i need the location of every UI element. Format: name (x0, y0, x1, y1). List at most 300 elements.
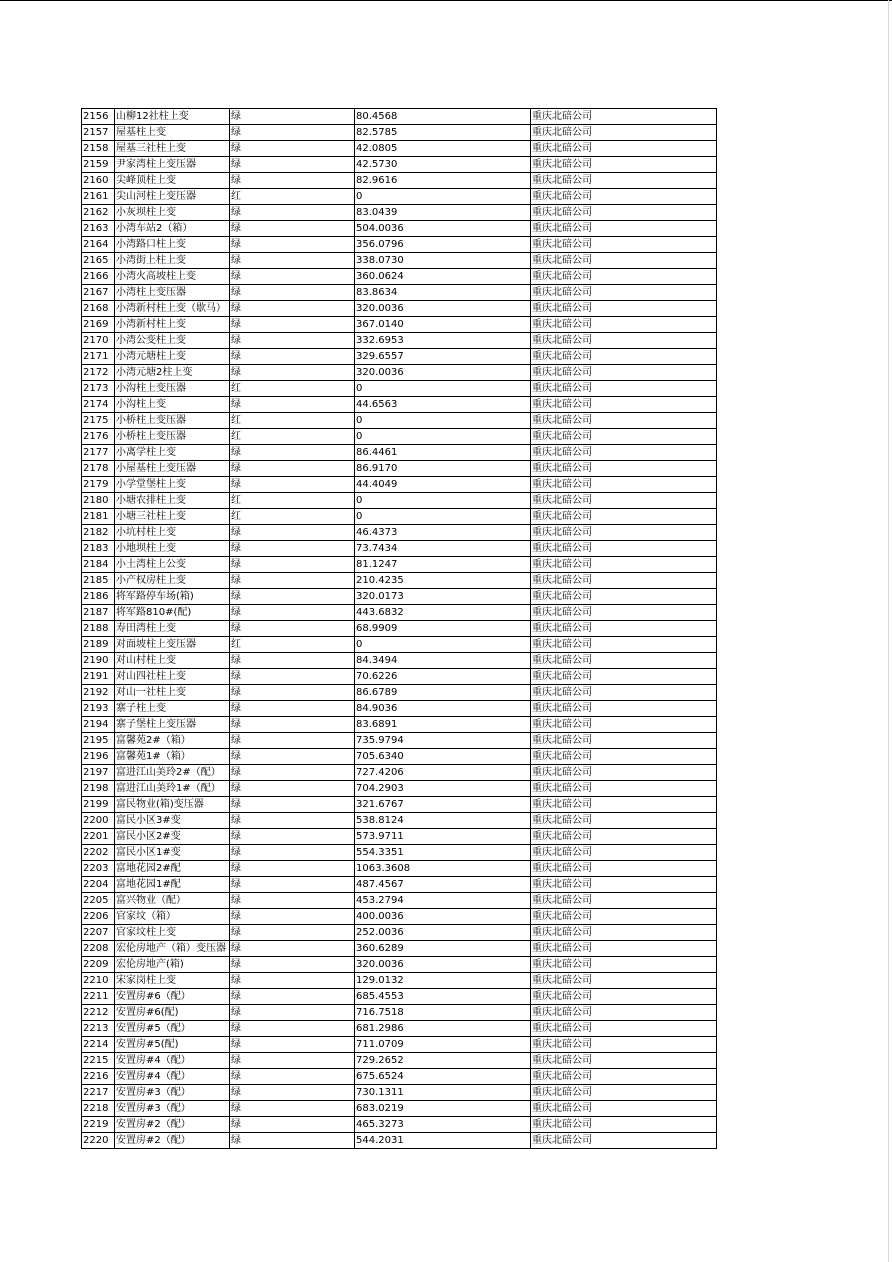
status-cell: 绿 (230, 877, 355, 893)
row-id-cell: 2170 (82, 333, 115, 349)
transformer-name-cell: 小湾车站2（箱） (115, 221, 230, 237)
row-id-cell: 2156 (82, 109, 115, 125)
value-cell: 252.0036 (355, 925, 531, 941)
status-cell: 红 (230, 429, 355, 445)
table-row (82, 957, 717, 973)
table-row (82, 141, 717, 157)
company-cell: 重庆北碚公司 (531, 429, 717, 445)
value-cell: 210.4235 (355, 573, 531, 589)
row-id-cell: 2214 (82, 1037, 115, 1053)
transformer-name-cell: 富民小区3#变 (115, 813, 230, 829)
transformer-name-cell: 小湾柱上变压器 (115, 285, 230, 301)
company-cell: 重庆北碚公司 (531, 909, 717, 925)
row-id-cell: 2172 (82, 365, 115, 381)
row-id-cell: 2213 (82, 1021, 115, 1037)
transformer-name-cell: 富地花园1#配 (115, 877, 230, 893)
company-cell: 重庆北碚公司 (531, 157, 717, 173)
value-cell: 82.9616 (355, 173, 531, 189)
value-cell: 70.6226 (355, 669, 531, 685)
table-row (82, 589, 717, 605)
value-cell: 0 (355, 637, 531, 653)
company-cell: 重庆北碚公司 (531, 861, 717, 877)
table-row (82, 941, 717, 957)
table-row (82, 989, 717, 1005)
row-id-cell: 2176 (82, 429, 115, 445)
transformer-name-cell: 小湾新村柱上变 (115, 317, 230, 333)
value-cell: 735.9794 (355, 733, 531, 749)
transformer-name-cell: 对山村柱上变 (115, 653, 230, 669)
value-cell: 84.9036 (355, 701, 531, 717)
table-row (82, 429, 717, 445)
company-cell: 重庆北碚公司 (531, 477, 717, 493)
table-row (82, 621, 717, 637)
company-cell: 重庆北碚公司 (531, 509, 717, 525)
row-id-cell: 2196 (82, 749, 115, 765)
value-cell: 321.6767 (355, 797, 531, 813)
company-cell: 重庆北碚公司 (531, 253, 717, 269)
row-id-cell: 2189 (82, 637, 115, 653)
table-row (82, 781, 717, 797)
company-cell: 重庆北碚公司 (531, 1021, 717, 1037)
row-id-cell: 2177 (82, 445, 115, 461)
status-cell: 红 (230, 493, 355, 509)
status-cell: 绿 (230, 893, 355, 909)
value-cell: 360.0624 (355, 269, 531, 285)
status-cell: 红 (230, 637, 355, 653)
table-row (82, 797, 717, 813)
status-cell: 绿 (230, 397, 355, 413)
transformer-name-cell: 小地坝柱上变 (115, 541, 230, 557)
table-row (82, 717, 717, 733)
transformer-name-cell: 小塘三社柱上变 (115, 509, 230, 525)
value-cell: 443.6832 (355, 605, 531, 621)
value-cell: 1063.3608 (355, 861, 531, 877)
value-cell: 86.4461 (355, 445, 531, 461)
value-cell: 81.1247 (355, 557, 531, 573)
transformer-name-cell: 宏伦房地产（箱）变压器 (115, 941, 230, 957)
transformer-name-cell: 将军路停车场(箱) (115, 589, 230, 605)
table-row (82, 221, 717, 237)
transformer-name-cell: 富进江山美玲2#（配） (115, 765, 230, 781)
table-row (82, 973, 717, 989)
status-cell: 绿 (230, 813, 355, 829)
table-row (82, 813, 717, 829)
company-cell: 重庆北碚公司 (531, 637, 717, 653)
status-cell: 绿 (230, 685, 355, 701)
value-cell: 0 (355, 429, 531, 445)
company-cell: 重庆北碚公司 (531, 829, 717, 845)
transformer-name-cell: 小产权房柱上变 (115, 573, 230, 589)
table-row (82, 685, 717, 701)
table-row (82, 365, 717, 381)
table-row (82, 925, 717, 941)
table-row (82, 125, 717, 141)
status-cell: 绿 (230, 125, 355, 141)
row-id-cell: 2188 (82, 621, 115, 637)
value-cell: 68.9909 (355, 621, 531, 637)
company-cell: 重庆北碚公司 (531, 989, 717, 1005)
table-row (82, 413, 717, 429)
transformer-name-cell: 富民物业(箱)变压器 (115, 797, 230, 813)
row-id-cell: 2158 (82, 141, 115, 157)
transformer-name-cell: 富馨苑1#（箱） (115, 749, 230, 765)
transformer-name-cell: 安置房#4（配） (115, 1053, 230, 1069)
row-id-cell: 2199 (82, 797, 115, 813)
status-cell: 绿 (230, 237, 355, 253)
transformer-name-cell: 小湾元塘2柱上变 (115, 365, 230, 381)
table-row (82, 285, 717, 301)
status-cell: 绿 (230, 989, 355, 1005)
row-id-cell: 2203 (82, 861, 115, 877)
row-id-cell: 2207 (82, 925, 115, 941)
row-id-cell: 2169 (82, 317, 115, 333)
table-row (82, 157, 717, 173)
company-cell: 重庆北碚公司 (531, 797, 717, 813)
status-cell: 绿 (230, 541, 355, 557)
row-id-cell: 2183 (82, 541, 115, 557)
status-cell: 绿 (230, 749, 355, 765)
company-cell: 重庆北碚公司 (531, 765, 717, 781)
row-id-cell: 2184 (82, 557, 115, 573)
row-id-cell: 2185 (82, 573, 115, 589)
company-cell: 重庆北碚公司 (531, 541, 717, 557)
status-cell: 红 (230, 413, 355, 429)
status-cell: 绿 (230, 1037, 355, 1053)
company-cell: 重庆北碚公司 (531, 493, 717, 509)
value-cell: 332.6953 (355, 333, 531, 349)
table-row (82, 349, 717, 365)
company-cell: 重庆北碚公司 (531, 1101, 717, 1117)
company-cell: 重庆北碚公司 (531, 653, 717, 669)
company-cell: 重庆北碚公司 (531, 109, 717, 125)
company-cell: 重庆北碚公司 (531, 333, 717, 349)
row-id-cell: 2198 (82, 781, 115, 797)
transformer-name-cell: 尹家湾柱上变压器 (115, 157, 230, 173)
transformer-name-cell: 小学堂堡柱上变 (115, 477, 230, 493)
value-cell: 0 (355, 509, 531, 525)
row-id-cell: 2163 (82, 221, 115, 237)
company-cell: 重庆北碚公司 (531, 669, 717, 685)
transformer-name-cell: 山柳12社柱上变 (115, 109, 230, 125)
page-right-border (888, 0, 889, 1262)
table-row (82, 109, 717, 125)
value-cell: 320.0036 (355, 365, 531, 381)
table-row (82, 749, 717, 765)
table-row (82, 1117, 717, 1133)
company-cell: 重庆北碚公司 (531, 1085, 717, 1101)
row-id-cell: 2201 (82, 829, 115, 845)
company-cell: 重庆北碚公司 (531, 381, 717, 397)
status-cell: 绿 (230, 797, 355, 813)
status-cell: 绿 (230, 1021, 355, 1037)
status-cell: 绿 (230, 1085, 355, 1101)
status-cell: 绿 (230, 221, 355, 237)
row-id-cell: 2191 (82, 669, 115, 685)
value-cell: 86.6789 (355, 685, 531, 701)
table-row (82, 1101, 717, 1117)
status-cell: 绿 (230, 317, 355, 333)
status-cell: 绿 (230, 301, 355, 317)
status-cell: 绿 (230, 365, 355, 381)
transformer-name-cell: 小湾火高坡柱上变 (115, 269, 230, 285)
company-cell: 重庆北碚公司 (531, 285, 717, 301)
row-id-cell: 2179 (82, 477, 115, 493)
table-row (82, 1005, 717, 1021)
transformer-name-cell: 小塘农排柱上变 (115, 493, 230, 509)
row-id-cell: 2182 (82, 525, 115, 541)
transformer-name-cell: 富民小区1#变 (115, 845, 230, 861)
row-id-cell: 2210 (82, 973, 115, 989)
row-id-cell: 2166 (82, 269, 115, 285)
value-cell: 729.2652 (355, 1053, 531, 1069)
row-id-cell: 2178 (82, 461, 115, 477)
company-cell: 重庆北碚公司 (531, 605, 717, 621)
transformer-name-cell: 小沟柱上变压器 (115, 381, 230, 397)
value-cell: 465.3273 (355, 1117, 531, 1133)
transformer-name-cell: 对面坡柱上变压器 (115, 637, 230, 653)
company-cell: 重庆北碚公司 (531, 845, 717, 861)
row-id-cell: 2180 (82, 493, 115, 509)
row-id-cell: 2206 (82, 909, 115, 925)
status-cell: 绿 (230, 109, 355, 125)
value-cell: 44.6563 (355, 397, 531, 413)
status-cell: 绿 (230, 349, 355, 365)
company-cell: 重庆北碚公司 (531, 813, 717, 829)
company-cell: 重庆北碚公司 (531, 749, 717, 765)
company-cell: 重庆北碚公司 (531, 221, 717, 237)
value-cell: 727.4206 (355, 765, 531, 781)
company-cell: 重庆北碚公司 (531, 173, 717, 189)
row-id-cell: 2162 (82, 205, 115, 221)
company-cell: 重庆北碚公司 (531, 1133, 717, 1149)
status-cell: 红 (230, 509, 355, 525)
row-id-cell: 2194 (82, 717, 115, 733)
value-cell: 367.0140 (355, 317, 531, 333)
status-cell: 绿 (230, 557, 355, 573)
row-id-cell: 2211 (82, 989, 115, 1005)
transformer-name-cell: 寨子柱上变 (115, 701, 230, 717)
value-cell: 705.6340 (355, 749, 531, 765)
table-row (82, 1085, 717, 1101)
transformer-name-cell: 小沟柱上变 (115, 397, 230, 413)
company-cell: 重庆北碚公司 (531, 141, 717, 157)
company-cell: 重庆北碚公司 (531, 365, 717, 381)
status-cell: 绿 (230, 1069, 355, 1085)
table-row (82, 669, 717, 685)
transformer-name-cell: 对山四社柱上变 (115, 669, 230, 685)
value-cell: 704.2903 (355, 781, 531, 797)
transformer-name-cell: 富地花园2#配 (115, 861, 230, 877)
status-cell: 绿 (230, 285, 355, 301)
status-cell: 绿 (230, 717, 355, 733)
company-cell: 重庆北碚公司 (531, 941, 717, 957)
row-id-cell: 2193 (82, 701, 115, 717)
value-cell: 83.6891 (355, 717, 531, 733)
status-cell: 红 (230, 189, 355, 205)
company-cell: 重庆北碚公司 (531, 701, 717, 717)
row-id-cell: 2212 (82, 1005, 115, 1021)
status-cell: 绿 (230, 253, 355, 269)
company-cell: 重庆北碚公司 (531, 573, 717, 589)
table-row (82, 637, 717, 653)
table-row (82, 525, 717, 541)
table-row (82, 269, 717, 285)
table-row (82, 541, 717, 557)
transformer-name-cell: 小离学柱上变 (115, 445, 230, 461)
transformer-name-cell: 小湾公变柱上变 (115, 333, 230, 349)
value-cell: 544.2031 (355, 1133, 531, 1149)
row-id-cell: 2200 (82, 813, 115, 829)
row-id-cell: 2164 (82, 237, 115, 253)
transformer-name-cell: 安置房#2（配） (115, 1133, 230, 1149)
value-cell: 320.0173 (355, 589, 531, 605)
transformer-name-cell: 安置房#6（配） (115, 989, 230, 1005)
row-id-cell: 2217 (82, 1085, 115, 1101)
value-cell: 42.5730 (355, 157, 531, 173)
table-row (82, 397, 717, 413)
value-cell: 681.2986 (355, 1021, 531, 1037)
company-cell: 重庆北碚公司 (531, 877, 717, 893)
company-cell: 重庆北碚公司 (531, 733, 717, 749)
value-cell: 86.9170 (355, 461, 531, 477)
table-row (82, 1053, 717, 1069)
status-cell: 绿 (230, 861, 355, 877)
row-id-cell: 2174 (82, 397, 115, 413)
company-cell: 重庆北碚公司 (531, 269, 717, 285)
table-row (82, 557, 717, 573)
value-cell: 711.0709 (355, 1037, 531, 1053)
table-row (82, 1133, 717, 1149)
table-row (82, 445, 717, 461)
company-cell: 重庆北碚公司 (531, 205, 717, 221)
transformer-name-cell: 富民小区2#变 (115, 829, 230, 845)
status-cell: 绿 (230, 1053, 355, 1069)
transformer-name-cell: 富馨苑2#（箱） (115, 733, 230, 749)
value-cell: 730.1311 (355, 1085, 531, 1101)
transformer-name-cell: 将军路810#(配) (115, 605, 230, 621)
value-cell: 685.4553 (355, 989, 531, 1005)
transformer-name-cell: 小屋基柱上变压器 (115, 461, 230, 477)
status-cell: 绿 (230, 573, 355, 589)
transformer-name-cell: 小坑村柱上变 (115, 525, 230, 541)
status-cell: 绿 (230, 669, 355, 685)
value-cell: 83.8634 (355, 285, 531, 301)
value-cell: 80.4568 (355, 109, 531, 125)
table-row (82, 205, 717, 221)
status-cell: 绿 (230, 157, 355, 173)
transformer-name-cell: 安置房#3（配） (115, 1085, 230, 1101)
table-row (82, 253, 717, 269)
row-id-cell: 2159 (82, 157, 115, 173)
status-cell: 绿 (230, 477, 355, 493)
company-cell: 重庆北碚公司 (531, 1005, 717, 1021)
company-cell: 重庆北碚公司 (531, 1037, 717, 1053)
row-id-cell: 2171 (82, 349, 115, 365)
transformer-name-cell: 小湾新村柱上变（歇马） (115, 301, 230, 317)
transformer-name-cell: 屋基三社柱上变 (115, 141, 230, 157)
transformer-name-cell: 尖峰顶柱上变 (115, 173, 230, 189)
status-cell: 绿 (230, 621, 355, 637)
value-cell: 487.4567 (355, 877, 531, 893)
table-row (82, 381, 717, 397)
table-row (82, 461, 717, 477)
company-cell: 重庆北碚公司 (531, 557, 717, 573)
page-top-border (0, 0, 892, 1)
company-cell: 重庆北碚公司 (531, 1069, 717, 1085)
company-cell: 重庆北碚公司 (531, 893, 717, 909)
value-cell: 683.0219 (355, 1101, 531, 1117)
status-cell: 绿 (230, 845, 355, 861)
transformer-name-cell: 富进江山美玲1#（配） (115, 781, 230, 797)
status-cell: 绿 (230, 1101, 355, 1117)
table-row (82, 701, 717, 717)
company-cell: 重庆北碚公司 (531, 621, 717, 637)
table-row (82, 573, 717, 589)
transformer-name-cell: 宏伦房地产(箱) (115, 957, 230, 973)
status-cell: 绿 (230, 1005, 355, 1021)
value-cell: 320.0036 (355, 301, 531, 317)
table-row (82, 1069, 717, 1085)
row-id-cell: 2202 (82, 845, 115, 861)
transformer-name-cell: 安置房#3（配） (115, 1101, 230, 1117)
value-cell: 356.0796 (355, 237, 531, 253)
value-cell: 453.2794 (355, 893, 531, 909)
company-cell: 重庆北碚公司 (531, 717, 717, 733)
table-row (82, 845, 717, 861)
table-row (82, 173, 717, 189)
transformer-name-cell: 官家坟柱上变 (115, 925, 230, 941)
company-cell: 重庆北碚公司 (531, 461, 717, 477)
row-id-cell: 2173 (82, 381, 115, 397)
row-id-cell: 2175 (82, 413, 115, 429)
value-cell: 44.4049 (355, 477, 531, 493)
row-id-cell: 2167 (82, 285, 115, 301)
status-cell: 绿 (230, 909, 355, 925)
company-cell: 重庆北碚公司 (531, 525, 717, 541)
transformer-name-cell: 安置房#6(配) (115, 1005, 230, 1021)
company-cell: 重庆北碚公司 (531, 1053, 717, 1069)
company-cell: 重庆北碚公司 (531, 317, 717, 333)
status-cell: 绿 (230, 445, 355, 461)
value-cell: 554.3351 (355, 845, 531, 861)
status-cell: 绿 (230, 605, 355, 621)
row-id-cell: 2215 (82, 1053, 115, 1069)
value-cell: 716.7518 (355, 1005, 531, 1021)
company-cell: 重庆北碚公司 (531, 125, 717, 141)
value-cell: 320.0036 (355, 957, 531, 973)
status-cell: 绿 (230, 269, 355, 285)
row-id-cell: 2219 (82, 1117, 115, 1133)
transformer-name-cell: 寿田湾柱上变 (115, 621, 230, 637)
row-id-cell: 2186 (82, 589, 115, 605)
value-cell: 0 (355, 189, 531, 205)
status-cell: 绿 (230, 701, 355, 717)
row-id-cell: 2165 (82, 253, 115, 269)
value-cell: 573.9711 (355, 829, 531, 845)
table-row (82, 237, 717, 253)
value-cell: 82.5785 (355, 125, 531, 141)
company-cell: 重庆北碚公司 (531, 237, 717, 253)
table-row (82, 493, 717, 509)
status-cell: 绿 (230, 1117, 355, 1133)
status-cell: 绿 (230, 765, 355, 781)
transformer-name-cell: 对山一社柱上变 (115, 685, 230, 701)
company-cell: 重庆北碚公司 (531, 445, 717, 461)
row-id-cell: 2197 (82, 765, 115, 781)
status-cell: 绿 (230, 333, 355, 349)
status-cell: 绿 (230, 589, 355, 605)
row-id-cell: 2190 (82, 653, 115, 669)
